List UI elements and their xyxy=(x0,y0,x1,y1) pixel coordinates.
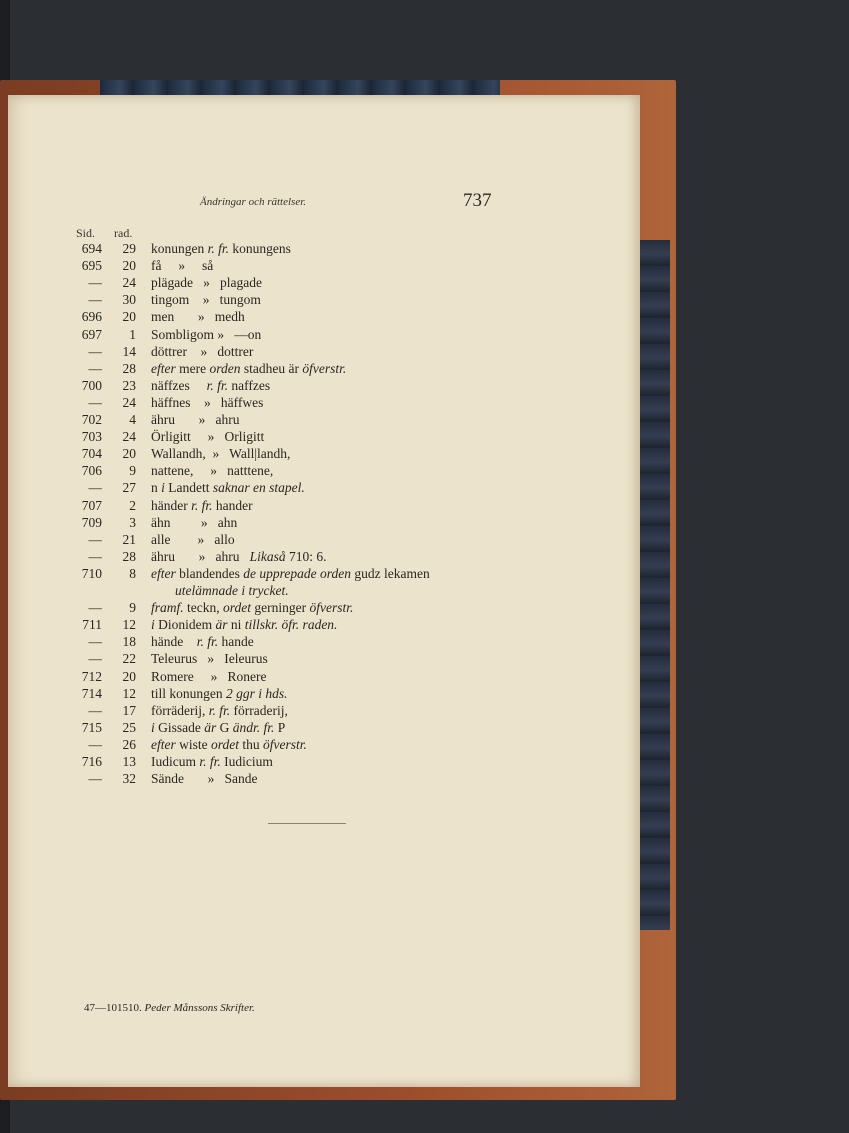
errata-row xyxy=(0,411,640,428)
errata-page-ref: 707 xyxy=(81,497,102,513)
errata-correction: häffnes » häffwes xyxy=(151,394,264,410)
errata-correction: ähru » ahru xyxy=(151,412,240,427)
errata-page-ref: — xyxy=(88,360,102,376)
errata-line-ref: 28 xyxy=(122,548,136,564)
errata-page-ref: 695 xyxy=(81,258,102,274)
errata-line-ref: 28 xyxy=(122,360,136,376)
errata-page-ref: — xyxy=(88,292,102,308)
errata-row xyxy=(0,326,640,343)
errata-correction: i Gissade är G ändr. fr. P xyxy=(151,719,286,735)
errata-row xyxy=(0,462,640,479)
errata-page-ref: 716 xyxy=(81,754,102,769)
errata-line-ref: 13 xyxy=(122,754,136,769)
errata-row xyxy=(0,531,640,548)
errata-page-ref: 696 xyxy=(81,309,102,325)
errata-correction: förräderij, r. fr. förraderij, xyxy=(151,702,288,718)
errata-correction: alle » allo xyxy=(151,531,235,547)
errata-line-ref: 24 xyxy=(122,429,136,445)
errata-page-ref: — xyxy=(88,771,102,787)
errata-line-ref: 9 xyxy=(129,600,136,616)
errata-row xyxy=(0,668,640,685)
errata-correction: n i Landett saknar en stapel. xyxy=(151,480,305,496)
errata-line-ref: 21 xyxy=(122,531,136,547)
errata-row xyxy=(0,479,640,496)
errata-correction: men » medh xyxy=(151,309,245,325)
errata-correction: ähru » ahru Likaså 710: 6. xyxy=(151,548,327,564)
footer-code: 47—101510. xyxy=(84,1002,142,1014)
errata-row xyxy=(0,394,640,411)
cover-top-strip xyxy=(100,80,500,96)
page-number: 737 xyxy=(463,190,492,211)
errata-correction: näffzes r. fr. naffzes xyxy=(151,377,271,393)
errata-correction: framf. teckn, ordet gerninger öfverstr. xyxy=(151,600,354,616)
errata-line-ref: 20 xyxy=(122,668,136,684)
errata-page-ref: 704 xyxy=(81,446,102,462)
errata-page-ref: — xyxy=(88,531,102,547)
errata-row xyxy=(0,308,640,325)
errata-line-ref: 23 xyxy=(122,377,136,393)
errata-correction: plägade » plagade xyxy=(151,275,262,291)
errata-page-ref: — xyxy=(88,548,102,564)
errata-line-ref: 29 xyxy=(122,241,136,256)
errata-correction: händer r. fr. hander xyxy=(151,497,253,513)
errata-row xyxy=(0,548,640,565)
errata-row xyxy=(0,445,640,462)
errata-row xyxy=(0,565,640,582)
errata-correction: nattene, » natttene, xyxy=(151,463,274,479)
cover-spine-strip xyxy=(640,240,670,930)
errata-page-ref: 711 xyxy=(82,617,102,633)
errata-line-ref: 8 xyxy=(129,565,136,581)
errata-row xyxy=(0,514,640,531)
errata-page-ref: — xyxy=(88,634,102,650)
errata-page-ref: 694 xyxy=(81,241,102,256)
errata-row xyxy=(0,753,640,770)
errata-correction: Iudicum r. fr. Iudicium xyxy=(151,754,273,769)
errata-page-ref: 703 xyxy=(81,429,102,445)
errata-page-ref: — xyxy=(88,736,102,752)
errata-row xyxy=(0,685,640,702)
errata-line-ref: 14 xyxy=(122,343,136,359)
errata-line-ref: 24 xyxy=(122,394,136,410)
errata-correction: i Dionidem är ni tillskr. öfr. raden. xyxy=(151,617,338,633)
errata-row xyxy=(0,360,640,377)
errata-row xyxy=(0,291,640,308)
footer-signature xyxy=(84,1002,255,1014)
errata-page-ref: 700 xyxy=(81,377,102,393)
errata-line-ref: 22 xyxy=(122,651,136,667)
running-header: Ändringar och rättelser. xyxy=(200,196,307,208)
errata-page-ref: 712 xyxy=(81,668,102,684)
errata-page-ref: — xyxy=(88,275,102,291)
errata-page-ref: — xyxy=(88,343,102,359)
errata-line-ref: 20 xyxy=(122,309,136,325)
errata-correction: Wallandh, » Wall|landh, xyxy=(151,446,291,462)
errata-row xyxy=(0,702,640,719)
errata-row xyxy=(0,650,640,667)
errata-row xyxy=(0,274,640,291)
errata-correction: Sände » Sande xyxy=(151,771,258,787)
errata-line-ref: 9 xyxy=(129,463,136,479)
errata-correction: hände r. fr. hande xyxy=(151,634,254,650)
errata-row xyxy=(0,240,640,257)
errata-correction: till konungen 2 ggr i hds. xyxy=(151,685,288,701)
errata-correction: Teleurus » Ieleurus xyxy=(151,651,268,667)
errata-line-ref: 27 xyxy=(122,480,136,496)
errata-row xyxy=(0,616,640,633)
errata-correction: döttrer » dottrer xyxy=(151,343,254,359)
errata-line-ref: 17 xyxy=(122,702,136,718)
errata-page-ref: 715 xyxy=(81,719,102,735)
errata-line-ref: 4 xyxy=(129,412,136,427)
errata-page-ref: — xyxy=(88,480,102,496)
errata-line-ref: 18 xyxy=(122,634,136,650)
errata-page-ref: 702 xyxy=(81,412,102,427)
errata-row xyxy=(0,719,640,736)
errata-line-ref: 32 xyxy=(122,771,136,787)
errata-row xyxy=(0,497,640,514)
errata-line-ref: 20 xyxy=(122,446,136,462)
errata-line-ref: 1 xyxy=(129,326,136,342)
errata-correction: Romere » Ronere xyxy=(151,668,267,684)
errata-page-ref: — xyxy=(88,600,102,616)
errata-row xyxy=(0,257,640,274)
errata-correction: utelämnade i trycket. xyxy=(175,583,289,598)
errata-row xyxy=(0,582,640,599)
errata-row xyxy=(0,599,640,616)
errata-page-ref: 710 xyxy=(81,565,102,581)
errata-correction: ähn » ahn xyxy=(151,514,238,530)
errata-correction: efter blandendes de upprepade orden gudz lekamen xyxy=(151,565,430,581)
errata-line-ref: 24 xyxy=(122,275,136,291)
errata-line-ref: 25 xyxy=(122,719,136,735)
errata-line-ref: 3 xyxy=(129,514,136,530)
errata-row xyxy=(0,770,640,787)
errata-line-ref: 20 xyxy=(122,258,136,274)
errata-correction: tingom » tungom xyxy=(151,292,261,308)
errata-page-ref: 697 xyxy=(81,326,102,342)
closing-rule xyxy=(268,823,346,824)
errata-correction: efter wiste ordet thu öfverstr. xyxy=(151,736,307,752)
errata-row xyxy=(0,736,640,753)
errata-correction: Sombligom » —on xyxy=(151,326,262,342)
errata-row xyxy=(0,343,640,360)
errata-correction: få » så xyxy=(151,258,214,274)
errata-correction: efter mere orden stadheu är öfverstr. xyxy=(151,360,347,376)
errata-correction: konungen r. fr. konungens xyxy=(151,241,291,256)
errata-row xyxy=(0,428,640,445)
errata-page-ref: 709 xyxy=(81,514,102,530)
errata-page-ref: 706 xyxy=(81,463,102,479)
column-header-sid: Sid. xyxy=(76,226,96,240)
errata-page-ref: — xyxy=(88,651,102,667)
errata-row xyxy=(0,633,640,650)
errata-page-ref: 714 xyxy=(81,685,102,701)
footer-publication: Peder Månssons Skrifter. xyxy=(144,1002,255,1014)
errata-line-ref: 2 xyxy=(129,497,136,513)
errata-page-ref: — xyxy=(88,702,102,718)
errata-line-ref: 30 xyxy=(122,292,136,308)
errata-row xyxy=(0,377,640,394)
errata-correction: Örligitt » Orligitt xyxy=(151,429,265,445)
errata-line-ref: 12 xyxy=(122,617,136,633)
errata-line-ref: 26 xyxy=(122,736,136,752)
column-header-rad: rad. xyxy=(114,226,133,240)
errata-page-ref: — xyxy=(88,394,102,410)
errata-line-ref: 12 xyxy=(122,685,136,701)
